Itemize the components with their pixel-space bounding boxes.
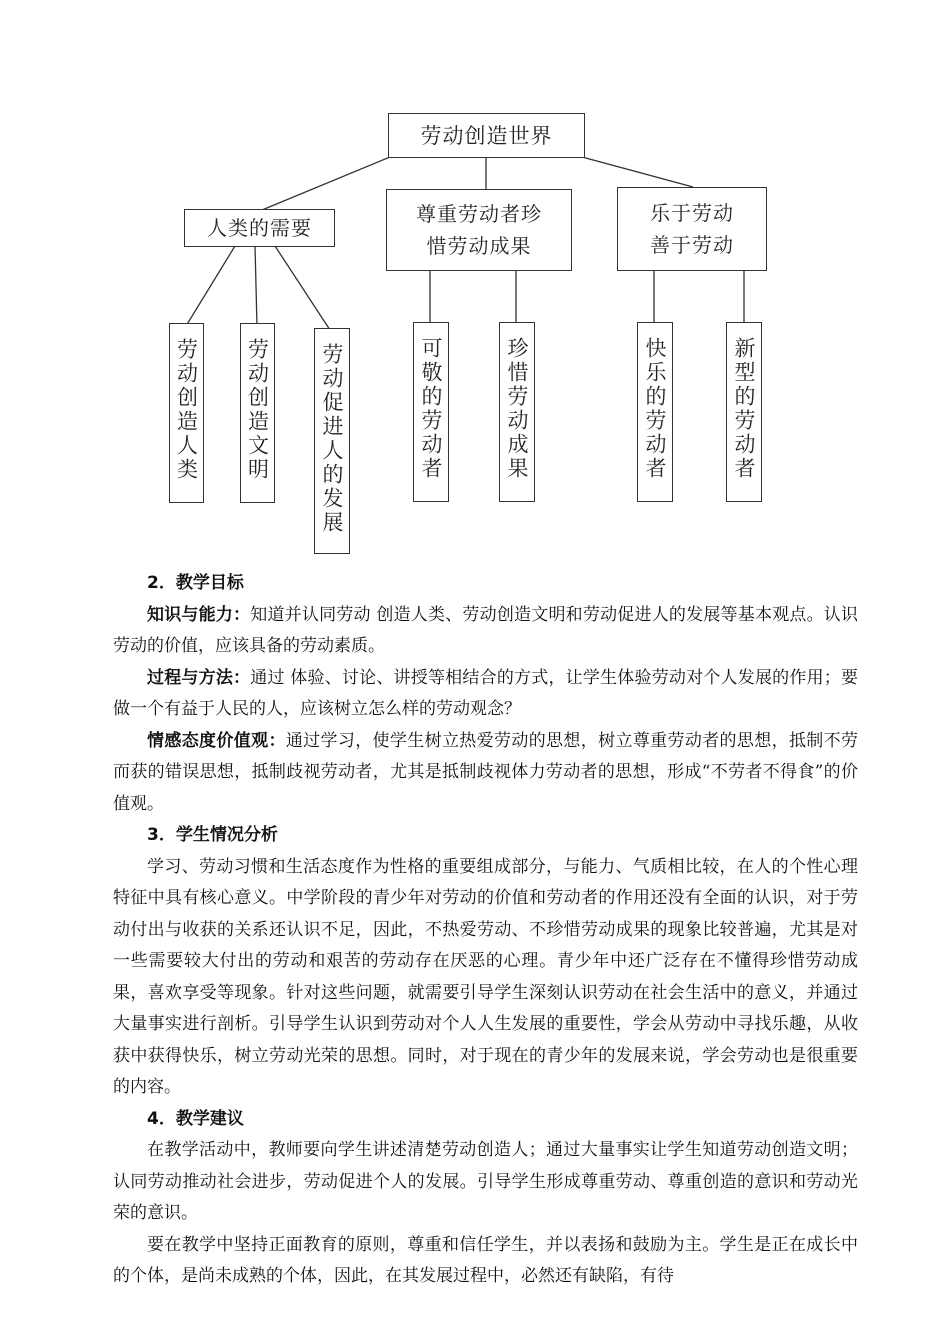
leaf-node: 劳动创造人类	[169, 323, 204, 503]
leaf-node: 珍惜劳动成果	[499, 322, 535, 502]
paragraph-label: 知识与能力：	[147, 604, 251, 625]
leaf-node: 快乐的劳动者	[637, 322, 673, 502]
paragraph-text: 知道并认同劳动 创造人类、劳动创造文明和劳动促进人的发展等基本观点。认识劳动的价值，应该具备的劳动素质。	[113, 604, 859, 656]
section-heading: 2．教学目标	[147, 573, 244, 593]
leaf-node: 劳动创造文明	[240, 323, 275, 503]
paragraph: 学习、劳动习惯和生活态度作为性格的重要组成部分，与能力、气质相比较，在人的个性心理特征中具有核心意义。中学阶段的青少年对劳动的价值和劳动者的作用还没有全面的认识，对于劳动付出与收获的关系还认识不足，因此，不热爱劳动、不珍惜劳动成果的现象比较普遍，尤其是对一些需要较大付出的劳动和艰苦的劳动存在厌恶的心理。青少年中还广泛存在不懂得珍惜劳动成果，喜欢享受等现象。针对这些问题，就需要引导学生深刻认识劳动在社会生活中的意义，并通过大量事实进行剖析。引导学生认识到劳动对个人人生发展的重要性，学会从劳动中寻找乐趣，从收获中获得快乐，树立劳动光荣的思想。同时，对于现在的青少年的发展来说，学会劳动也是很重要的内容。	[113, 856, 858, 1097]
branch-label-line: 乐于劳动	[650, 201, 734, 225]
root-node: 劳动创造世界	[388, 113, 585, 158]
section-heading: 4．教学建议	[147, 1108, 244, 1129]
paragraph-label: 情感态度价值观：	[147, 730, 286, 751]
section-heading: 3．学生情况分析	[147, 825, 278, 845]
branch-node-respect-labor	[386, 189, 572, 271]
branch-label-line: 惜劳动成果	[426, 234, 532, 258]
leaf-node: 新型的劳动者	[726, 322, 762, 502]
branch-node-human-needs: 人类的需要	[184, 209, 335, 247]
concept-diagram	[0, 0, 950, 570]
paragraph-label: 过程与方法：	[147, 667, 251, 688]
paragraph-text: 通过学习，使学生树立热爱劳动的思想，树立尊重劳动者的思想，抵制不劳而获的错误思想，抵制歧视劳动者，尤其是抵制歧视体力劳动者的思想，形成“不劳者不得食”的价值观。	[113, 730, 859, 814]
leaf-node: 劳动促进人的发展	[314, 328, 350, 554]
paragraph	[113, 726, 858, 821]
paragraph: 在教学活动中，教师要向学生讲述清楚劳动创造人；通过大量事实让学生知道劳动创造文明；认同劳动推动社会进步，劳动促进个人的发展。引导学生形成尊重劳动、尊重创造的意识和劳动光荣的意识。	[113, 1140, 858, 1223]
paragraph	[113, 600, 858, 663]
paragraph	[113, 663, 858, 726]
paragraph: 要在教学中坚持正面教育的原则，尊重和信任学生，并以表扬和鼓励为主。学生是正在成长中的个体，是尚未成熟的个体，因此，在其发展过程中，必然还有缺陷，有待	[113, 1234, 858, 1286]
leaf-node: 可敬的劳动者	[413, 322, 449, 502]
branch-label-line: 尊重劳动者珍	[416, 202, 542, 226]
branch-node-enjoy-labor	[617, 187, 767, 271]
connector-lines	[0, 0, 950, 570]
paragraph-text: 通过 体验、讨论、讲授等相结合的方式，让学生体验劳动对个人发展的作用；要做一个有益于人民的人，应该树立怎么样的劳动观念？	[113, 667, 859, 719]
document-body	[113, 568, 858, 1293]
branch-label-line: 善于劳动	[650, 233, 734, 257]
